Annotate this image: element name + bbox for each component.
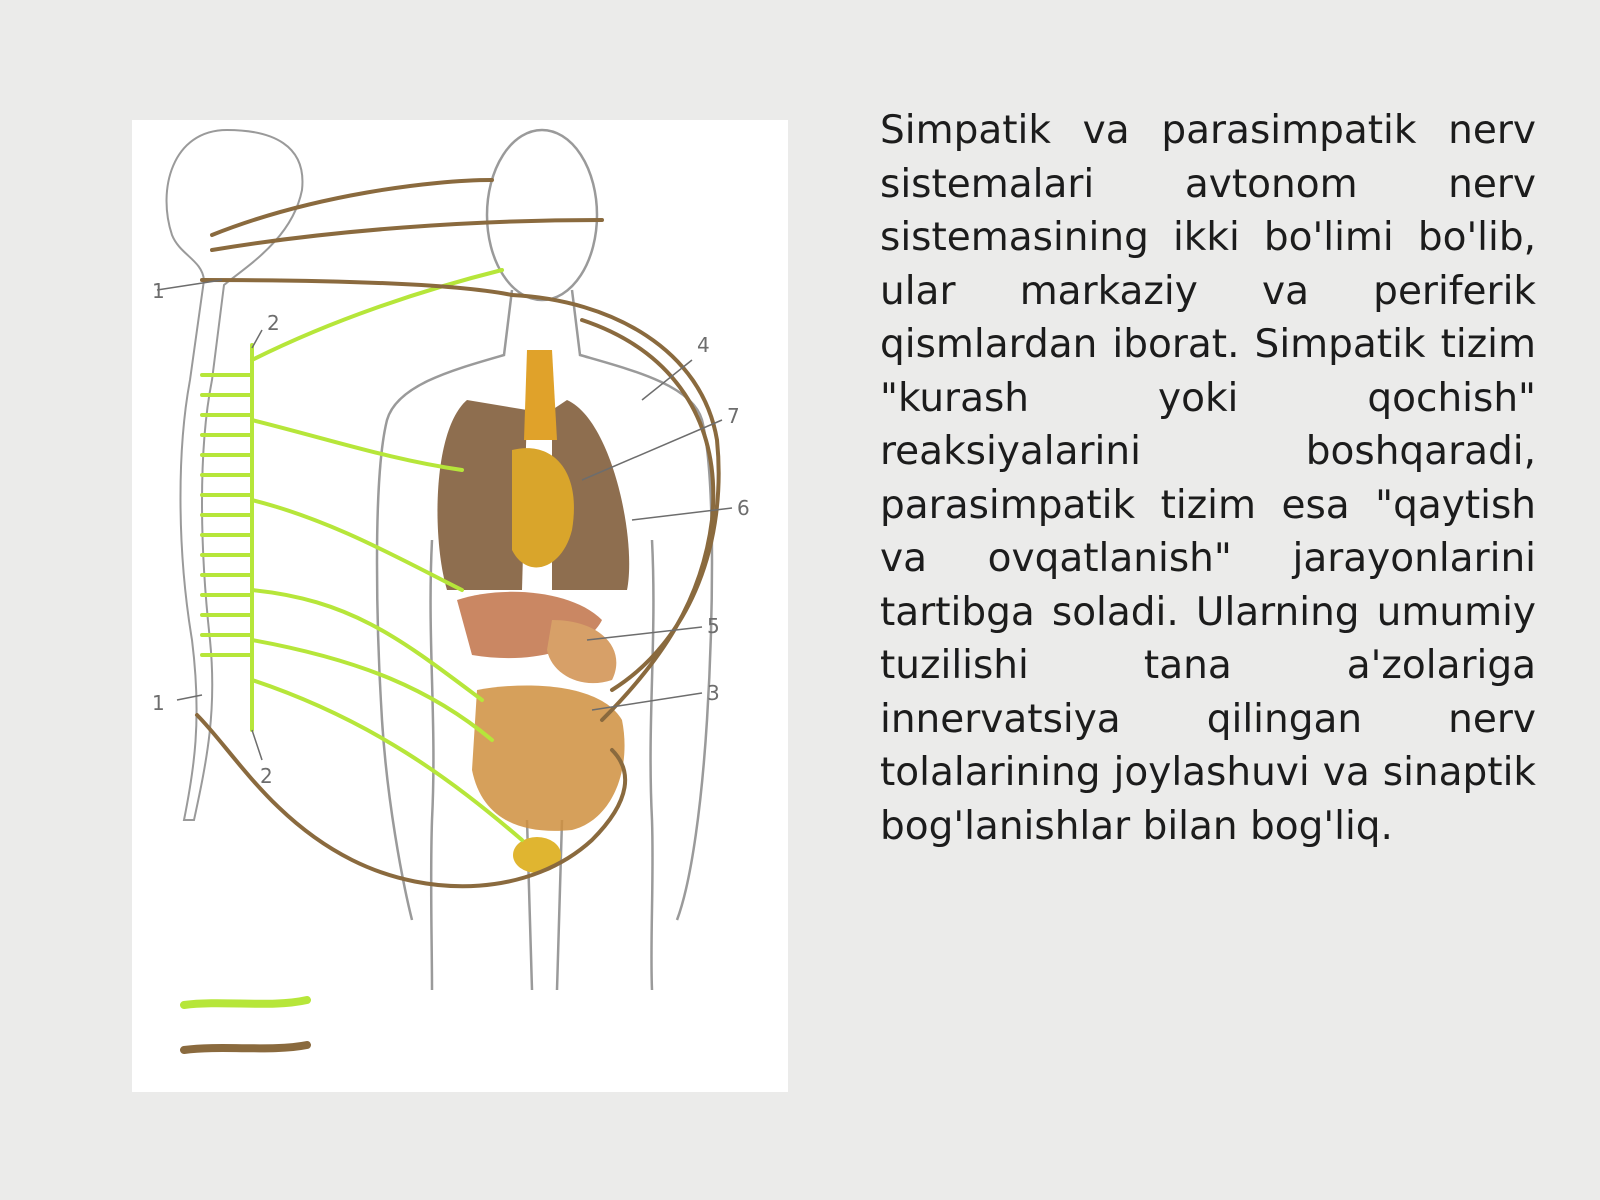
trachea [524,350,557,440]
legend [184,1000,307,1050]
label-5: 5 [707,614,720,638]
label-3: 3 [707,681,720,705]
label-2-top: 2 [267,311,280,335]
label-6: 6 [737,496,750,520]
intestines [472,685,625,830]
nervous-system-diagram [132,120,788,1092]
label-1-bottom: 1 [152,691,165,715]
slide-body-text: Simpatik va parasimpatik nerv sistemalari avtonom nerv sistemasining ikki bo'limi bo'lib, ular markaziy va periferik qismlardan iborat. Simpatik tizim "kurash yoki qochish" reaksiyalarini boshqaradi, parasimpatik tizim esa "qaytish va ovqatlanish" jarayonlarini tartibga soladi. Ularning umumiy tuzilishi tana a'zolariga innervatsiya qilingan nerv tolalarining joylashuvi va sinaptik bog'lanishlar bilan bog'liq. [880,108,1536,849]
stomach [547,620,616,683]
label-7: 7 [727,404,740,428]
label-2-bottom: 2 [260,764,273,788]
legend-sympathetic [184,1000,307,1005]
label-4: 4 [697,333,710,357]
label-1-top: 1 [152,279,165,303]
legend-parasympathetic [184,1045,307,1050]
